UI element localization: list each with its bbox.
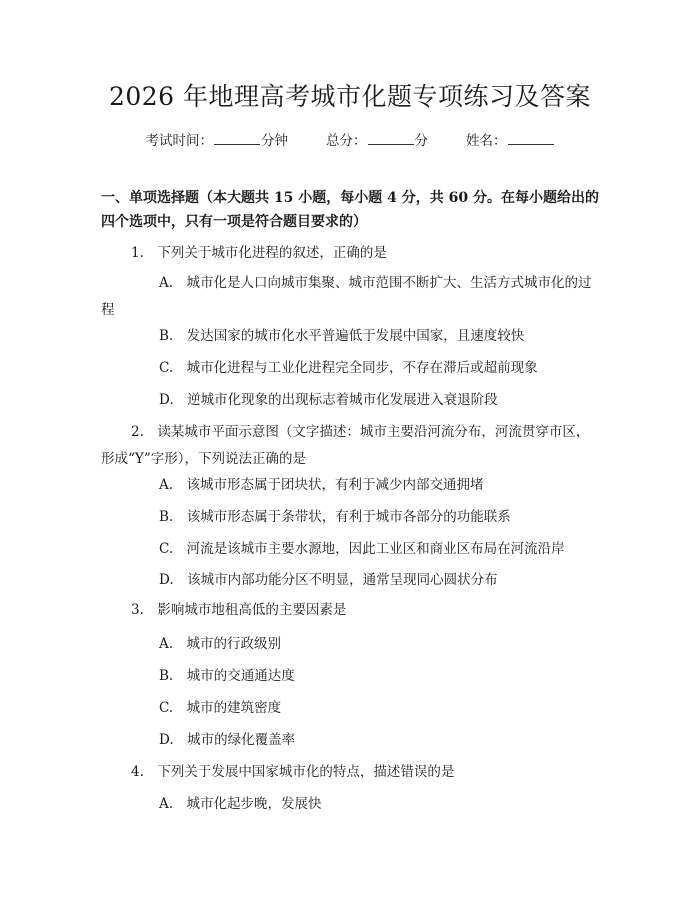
total-score-unit: 分 <box>414 133 428 149</box>
name-blank[interactable] <box>508 130 554 145</box>
exam-time-unit: 分钟 <box>261 133 288 149</box>
question-3-option-b: B. 城市的交通通达度 <box>159 668 295 684</box>
question-2-option-a: A. 该城市形态属于团块状，有利于减少内部交通拥堵 <box>159 477 484 493</box>
exam-info-row <box>0 130 700 151</box>
name-field <box>466 130 555 151</box>
question-stem: 3. 影响城市地租高低的主要因素是 <box>131 602 347 618</box>
question-2 <box>101 419 601 473</box>
question-3-option-c: C. 城市的建筑密度 <box>159 700 282 716</box>
question-1 <box>101 240 601 267</box>
question-stem: 4. 下列关于发展中国家城市化的特点，描述错误的是 <box>131 764 455 780</box>
question-3-option-a: A. 城市的行政级别 <box>159 636 282 652</box>
question-4-option-a: A. 城市化起步晚，发展快 <box>159 796 322 812</box>
total-score-label: 总分： <box>326 133 367 149</box>
question-3 <box>101 597 601 624</box>
exam-time-label: 考试时间： <box>145 133 213 149</box>
question-stem: 2. 读某城市平面示意图（文字描述：城市主要沿河流分布，河流贯穿市区，形成“Y”字形），下列说法正确的是 <box>101 424 590 467</box>
page-title: 2026 年地理高考城市化题专项练习及答案 <box>108 82 592 111</box>
question-3-option-d: D. 城市的绿化覆盖率 <box>159 732 296 748</box>
question-1-option-a: A. 城市化是人口向城市集聚、城市范围不断扩大、生活方式城市化的过程 <box>101 275 592 318</box>
total-score-blank[interactable] <box>368 130 414 145</box>
exam-time-blank[interactable] <box>214 130 260 145</box>
question-1-option-b: B. 发达国家的城市化水平普遍低于发展中国家，且速度较快 <box>159 328 525 344</box>
question-2-option-b: B. 该城市形态属于条带状，有利于城市各部分的功能联系 <box>159 509 511 525</box>
total-score-field <box>326 130 428 151</box>
question-2-option-c: C. 河流是该城市主要水源地，因此工业区和商业区布局在河流沿岸 <box>159 541 565 557</box>
name-label: 姓名： <box>466 133 507 149</box>
question-2-option-d: D. 该城市内部功能分区不明显，通常呈现同心圆状分布 <box>159 572 498 588</box>
section-heading: 一、单项选择题（本大题共 15 小题，每小题 4 分，共 60 分。在每小题给出的四个选项中，只有一项是符合题目要求的） <box>101 190 599 230</box>
exam-time-field <box>146 130 289 151</box>
question-4 <box>101 759 601 786</box>
question-stem: 1. 下列关于城市化进程的叙述，正确的是 <box>131 245 387 261</box>
question-1-option-c: C. 城市化进程与工业化进程完全同步，不存在滞后或超前现象 <box>159 360 538 376</box>
question-1-option-d: D. 逆城市化现象的出现标志着城市化发展进入衰退阶段 <box>159 392 498 408</box>
